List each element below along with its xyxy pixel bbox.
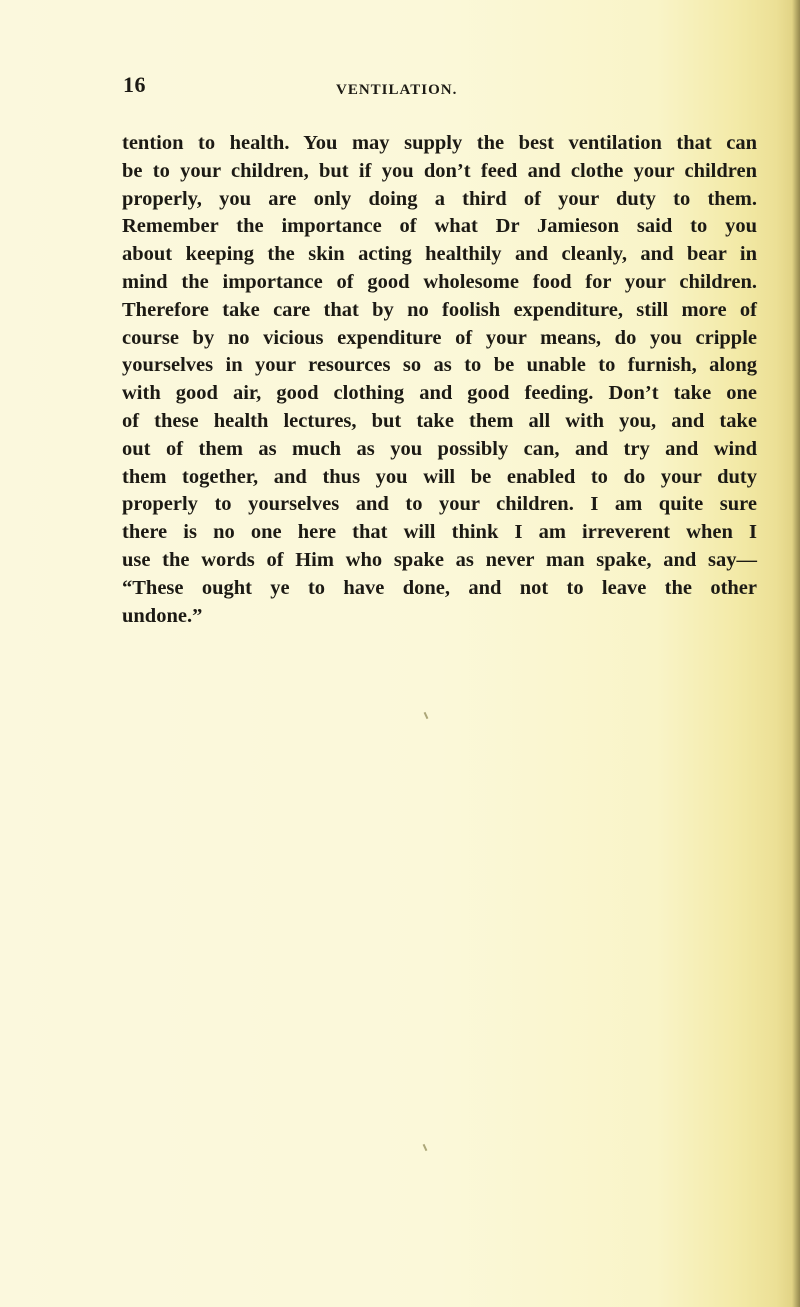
text-line: course by no vicious expenditure of your means, do you cripple (122, 326, 757, 349)
body-paragraph (122, 130, 757, 630)
running-head: VENTILATION. (336, 82, 458, 98)
text-line: Remember the importance of what Dr Jamieson said to you (122, 215, 757, 238)
text-line: undone.” (122, 604, 203, 627)
text-line: mind the importance of good wholesome food for your children. (122, 270, 757, 293)
text-line: with good air, good clothing and good feeding. Don’t take one (122, 382, 757, 405)
page-header (0, 72, 800, 102)
text-line: use the words of Him who spake as never man spake, and say— (122, 548, 757, 571)
text-line: Therefore take care that by no foolish expenditure, still more of (122, 298, 757, 321)
text-line: “These ought ye to have done, and not to leave the other (122, 576, 757, 599)
text-line: of these health lectures, but take them all with you, and take (122, 409, 757, 432)
text-line: them together, and thus you will be enabled to do your duty (122, 465, 757, 488)
text-line: there is no one here that will think I am irreverent when I (122, 521, 757, 544)
text-line: be to your children, but if you don’t feed and clothe your children (122, 159, 757, 182)
paper-speck (423, 1144, 428, 1151)
text-line: properly to yourselves and to your children. I am quite sure (122, 493, 757, 516)
text-line: properly, you are only doing a third of your duty to them. (122, 187, 757, 210)
page-number: 16 (123, 72, 146, 97)
text-line: out of them as much as you possibly can, and try and wind (122, 437, 757, 460)
text-line: about keeping the skin acting healthily and cleanly, and bear in (122, 243, 757, 266)
text-line: yourselves in your resources so as to be unable to furnish, along (122, 354, 757, 377)
paper-speck (424, 712, 429, 719)
text-line: tention to health. You may supply the best ventilation that can (122, 132, 757, 154)
